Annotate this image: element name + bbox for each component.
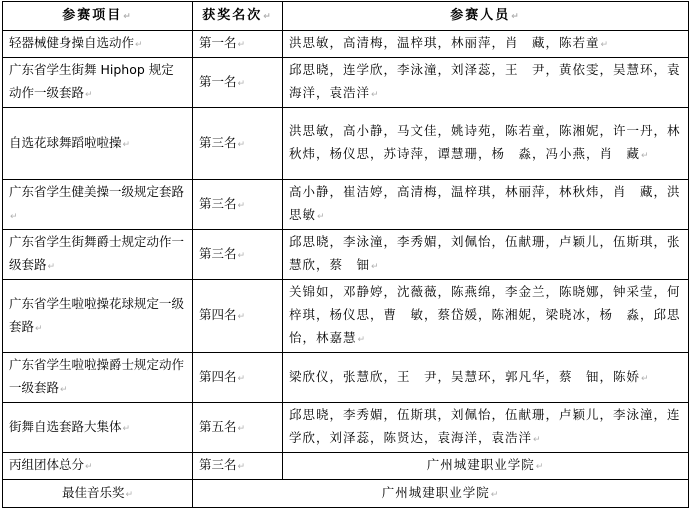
table-row: [3, 280, 689, 353]
table-row: [3, 230, 689, 280]
event-cell: 轻器械健身操自选动作↵: [3, 31, 193, 58]
award-cell: 第一名↵: [193, 58, 283, 108]
table-row: [3, 353, 689, 403]
header-members: 参赛人员↵: [283, 2, 689, 31]
table-row: [3, 108, 689, 180]
award-cell: 第三名↵: [193, 180, 283, 230]
event-cell: 广东省学生啦啦操爵士规定动作一级套路↵: [3, 353, 193, 403]
event-cell: 广东省学生啦啦操花球规定一级套路↵: [3, 280, 193, 353]
award-cell: 第三名↵: [193, 453, 283, 480]
header-event: 参赛项目↵: [3, 2, 193, 31]
table-row: [3, 480, 689, 508]
award-cell: 第四名↵: [193, 280, 283, 353]
members-cell: 邱思晓，李泳潼，李秀媚，刘佩怡，伍献珊，卢颖儿，伍斯琪，张慧欣，蔡 钿↵: [283, 230, 689, 280]
award-cell: 第一名↵: [193, 31, 283, 58]
award-cell: 第三名↵: [193, 230, 283, 280]
award-cell: 第四名↵: [193, 353, 283, 403]
event-cell: 广东省学生健美操一级规定套路↵: [3, 180, 193, 230]
table-row: [3, 180, 689, 230]
event-cell: 最佳音乐奖↵: [3, 480, 193, 508]
event-cell: 广东省学生街舞 Hiphop 规定动作一级套路↵: [3, 58, 193, 108]
members-cell: 高小静，崔洁婷，高清梅，温梓琪，林丽萍，林秋炜，肖 藏，洪思敏↵: [283, 180, 689, 230]
award-cell: 第五名↵: [193, 403, 283, 453]
table-row: [3, 403, 689, 453]
members-cell: 广州城建职业学院↵: [283, 453, 689, 480]
header-row: [3, 2, 689, 31]
members-cell: 邱思晓，连学欣，李泳潼，刘泽蕊，王 尹，黄依雯，吴慧环，袁海洋，袁浩洋↵: [283, 58, 689, 108]
table-row: [3, 58, 689, 108]
event-cell: 街舞自选套路大集体↵: [3, 403, 193, 453]
header-award: 获奖名次↵: [193, 2, 283, 31]
event-cell: 丙组团体总分↵: [3, 453, 193, 480]
members-cell: 洪思敏，高清梅，温梓琪，林丽萍，肖 藏，陈若童↵: [283, 31, 689, 58]
event-cell: 广东省学生街舞爵士规定动作一级套路↵: [3, 230, 193, 280]
members-cell: 梁欣仪，张慧欣，王 尹，吴慧环，郭凡华，蔡 钿，陈娇↵: [283, 353, 689, 403]
members-cell: 关锦如，邓静婷，沈薇薇，陈燕绵，李金兰，陈晓娜，钟采莹，何梓琪，杨仪思，曹 敏，蔡岱媛，陈湘妮，梁晓冰，杨 淼，邱思怡，林嘉慧↵: [283, 280, 689, 353]
table-row: [3, 31, 689, 58]
award-cell: 第三名↵: [193, 108, 283, 180]
table-row: [3, 453, 689, 480]
members-cell: 洪思敏，高小静，马文佳，姚诗苑，陈若童，陈湘妮，许一丹，林秋炜，杨仪思，苏诗萍，谭慧珊，杨 淼，冯小燕，肖 藏↵: [283, 108, 689, 180]
members-cell: 广州城建职业学院↵: [193, 480, 689, 508]
awards-table: [2, 1, 689, 508]
event-cell: 自选花球舞蹈啦啦操↵: [3, 108, 193, 180]
members-cell: 邱思晓，李秀媚，伍斯琪，刘佩怡，伍献珊，卢颖儿，李泳潼，连学欣，刘泽蕊，陈贤达，袁海洋，袁浩洋↵: [283, 403, 689, 453]
